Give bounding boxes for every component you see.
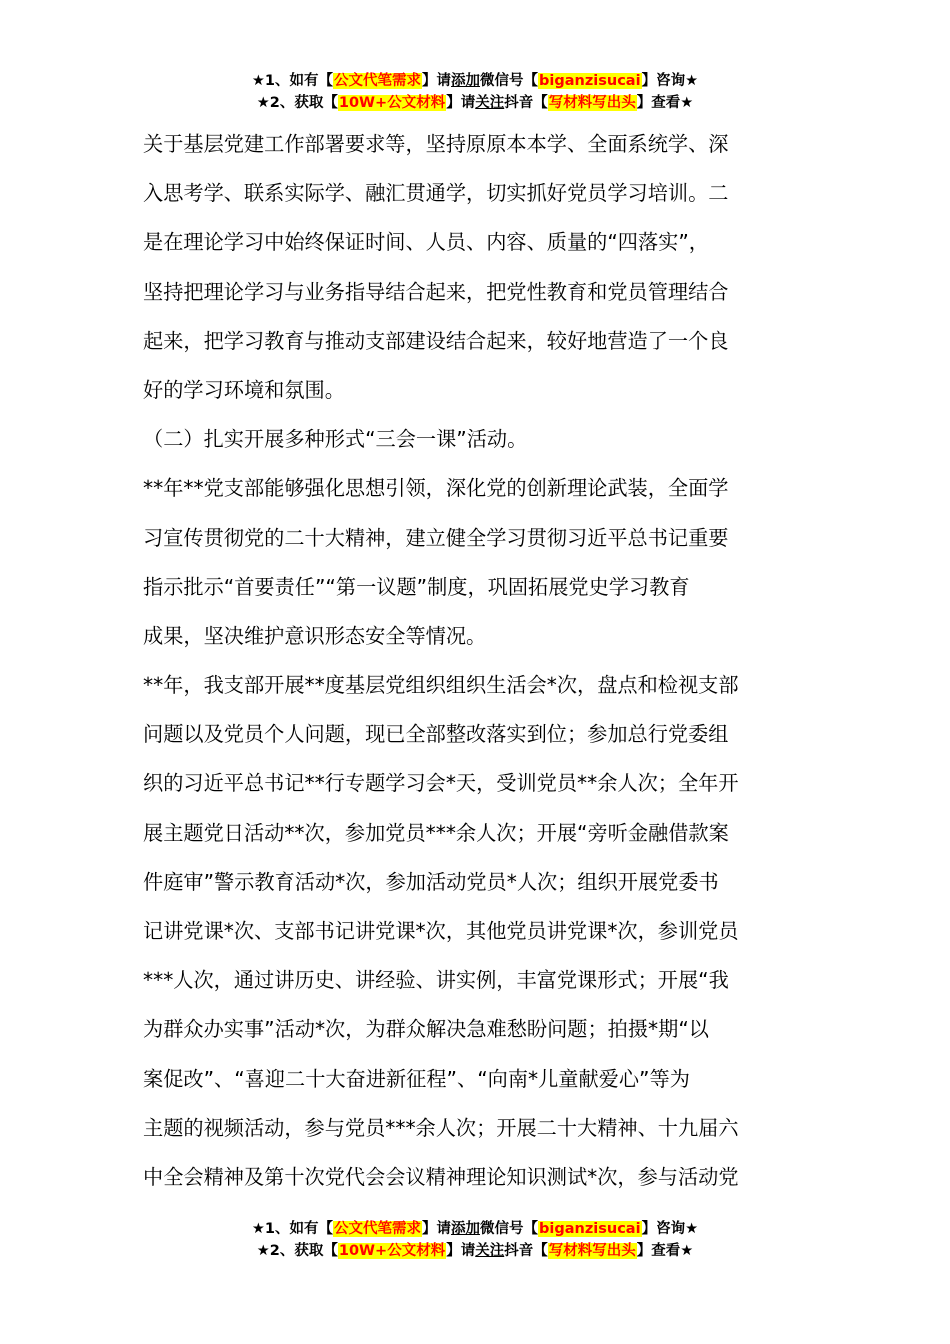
banner-line-1 bbox=[0, 70, 950, 92]
footer-banner bbox=[0, 1218, 950, 1262]
header-banner bbox=[0, 70, 950, 114]
section-heading: （二）扎实开展多种形式“三会一课”活动。 bbox=[143, 427, 528, 452]
banner-text: 】请 bbox=[422, 73, 452, 89]
body-line: 好的学习环境和氛围。 bbox=[143, 377, 345, 402]
banner-text: 】咨询★ bbox=[641, 73, 699, 89]
banner-text: ★2、获取【 bbox=[256, 1243, 338, 1259]
body-line: 关于基层党建工作部署要求等，坚持原原本本学、全面系统学、深 bbox=[143, 132, 729, 156]
banner-highlight: biganzisucai bbox=[539, 73, 641, 89]
banner-highlight: biganzisucai bbox=[539, 1221, 641, 1237]
banner-text: 抖音【 bbox=[504, 95, 548, 111]
banner-highlight: 写材料写出头 bbox=[548, 95, 636, 111]
banner-highlight: 10W+公文材料 bbox=[338, 95, 446, 111]
banner-text: 】咨询★ bbox=[641, 1221, 699, 1237]
body-line: 成果，坚决维护意识形态安全等情况。 bbox=[143, 623, 487, 648]
banner-highlight: 公文代笔需求 bbox=[334, 73, 422, 89]
banner-text: 】查看★ bbox=[636, 1243, 694, 1259]
body-line: 问题以及党员个人问题，现已全部整改落实到位；参加总行党委组 bbox=[143, 722, 729, 747]
body-line: 坚持把理论学习与业务指导结合起来，把党性教育和党员管理结合 bbox=[143, 279, 729, 304]
banner-text: 抖音【 bbox=[504, 1243, 548, 1259]
body-line: **年，我支部开展**度基层党组织组织生活会*次，盘点和检视支部 bbox=[143, 673, 739, 698]
body-line: 指示批示“首要责任”“第一议题”制度，巩固拓展党史学习教育 bbox=[143, 574, 690, 599]
banner-underlined: 关注 bbox=[475, 1243, 505, 1259]
banner-text: ★1、如有【 bbox=[251, 73, 334, 89]
banner-underlined: 关注 bbox=[475, 95, 505, 111]
body-line: 习宣传贯彻党的二十大精神，建立健全学习贯彻习近平总书记重要 bbox=[143, 525, 729, 550]
banner-highlight: 写材料写出头 bbox=[548, 1243, 636, 1259]
banner-text: 微信号【 bbox=[480, 1221, 539, 1237]
body-line: 主题的视频活动，参与党员***余人次；开展二十大精神、十九届六 bbox=[143, 1115, 739, 1140]
body-line: 是在理论学习中始终保证时间、人员、内容、质量的“四落实”， bbox=[143, 230, 709, 255]
banner-highlight: 10W+公文材料 bbox=[338, 1243, 446, 1259]
body-line: 为群众办实事”活动*次，为群众解决急难愁盼问题；拍摄*期“以 bbox=[143, 1017, 709, 1042]
banner-text: 】请 bbox=[422, 1221, 452, 1237]
body-line: ***人次，通过讲历史、讲经验、讲实例，丰富党课形式；开展“我 bbox=[143, 968, 729, 993]
body-line: 记讲党课*次、支部书记讲党课*次，其他党员讲党课*次，参训党员 bbox=[143, 919, 739, 943]
banner-text: 微信号【 bbox=[480, 73, 539, 89]
body-line: 件庭审”警示教育活动*次，参加活动党员*人次；组织开展党委书 bbox=[143, 869, 719, 894]
banner-underlined: 添加 bbox=[451, 73, 481, 89]
body-line: 展主题党日活动**次，参加党员***余人次；开展“旁听金融借款案 bbox=[143, 820, 729, 845]
body-line: 中全会精神及第十次党代会会议精神理论知识测试*次，参与活动党 bbox=[143, 1164, 739, 1189]
banner-underlined: 添加 bbox=[451, 1221, 481, 1237]
banner-line-2 bbox=[0, 92, 950, 114]
body-line: 入思考学、联系实际学、融汇贯通学，切实抓好党员学习培训。二 bbox=[143, 181, 729, 206]
banner-text: ★1、如有【 bbox=[251, 1221, 334, 1237]
body-line: 起来，把学习教育与推动支部建设结合起来，较好地营造了一个良 bbox=[143, 328, 729, 353]
banner-line-2 bbox=[0, 1240, 950, 1262]
banner-text: 】请 bbox=[446, 95, 476, 111]
body-line: 织的习近平总书记**行专题学习会*天，受训党员**余人次；全年开 bbox=[143, 771, 739, 796]
banner-text: 】请 bbox=[446, 1243, 476, 1259]
banner-text: 】查看★ bbox=[636, 95, 694, 111]
banner-text: ★2、获取【 bbox=[256, 95, 338, 111]
body-line: **年**党支部能够强化思想引领，深化党的创新理论武装，全面学 bbox=[143, 476, 729, 501]
document-body bbox=[143, 120, 808, 1202]
body-line: 案促改”、“喜迎二十大奋进新征程”、“向南*儿童献爱心”等为 bbox=[143, 1066, 690, 1091]
banner-highlight: 公文代笔需求 bbox=[334, 1221, 422, 1237]
banner-line-1 bbox=[0, 1218, 950, 1240]
